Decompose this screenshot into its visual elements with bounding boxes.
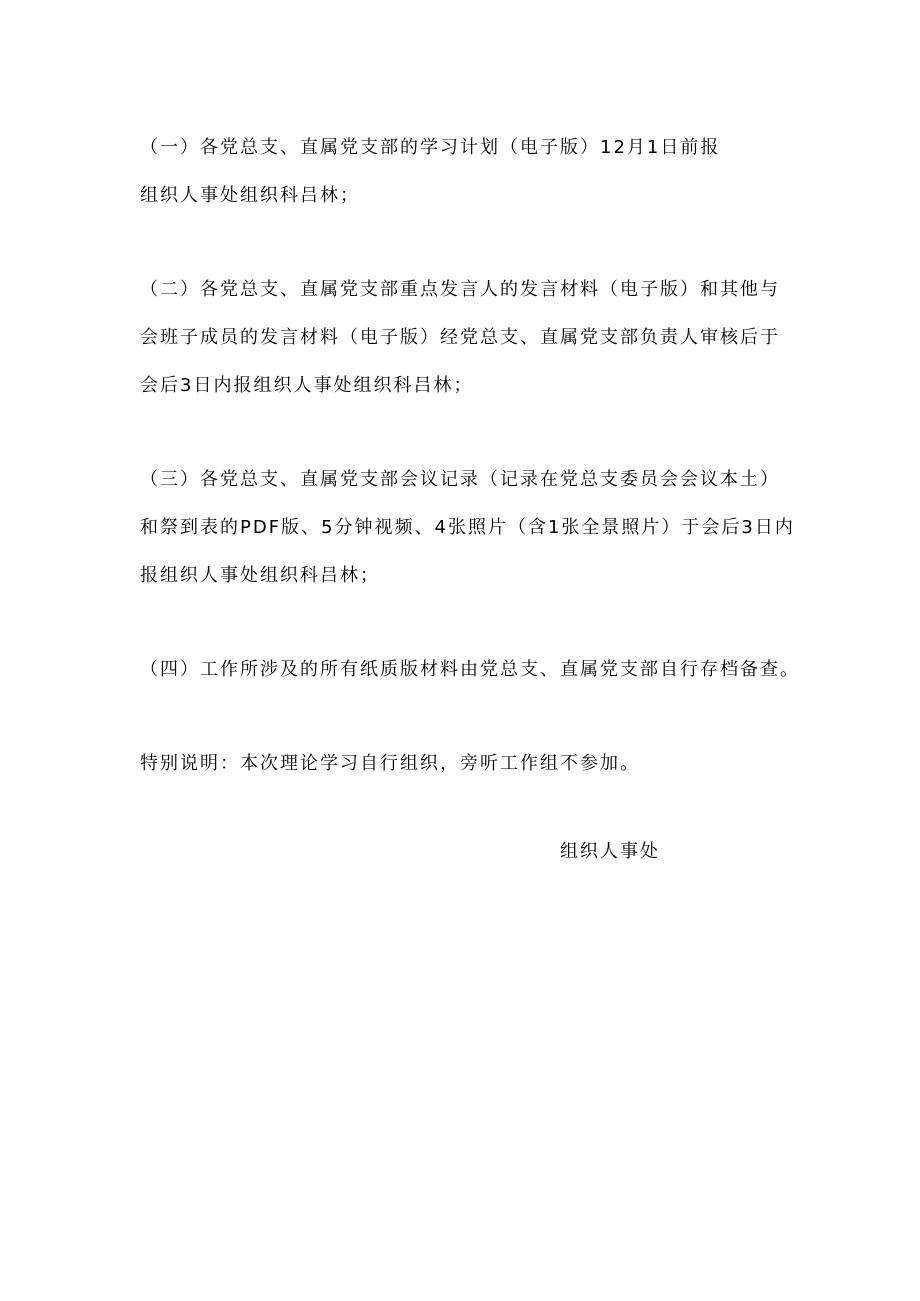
paragraph-line: （四）工作所涉及的所有纸质版材料由党总支、直属党支部自行存档备查。 (140, 659, 800, 680)
signature-department: 组织人事处 (560, 841, 660, 862)
paragraph-speech-materials (140, 266, 800, 410)
paragraph-line: 会班子成员的发言材料（电子版）经党总支、直属党支部负责人审核后于 (140, 327, 780, 348)
paragraph-line: 和祭到表的PDF版、5分钟视频、4张照片（含1张全景照片）于会后3日内 (140, 517, 795, 538)
paragraph-line: （二）各党总支、直属党支部重点发言人的发言材料（电子版）和其他与 (140, 279, 780, 300)
paragraph-special-note (140, 740, 800, 788)
paragraph-line: （一）各党总支、直属党支部的学习计划（电子版）12月1日前报 (140, 137, 721, 158)
paragraph-paper-archive (140, 646, 800, 694)
paragraph-meeting-records (140, 456, 800, 600)
paragraph-line: 会后3日内报组织人事处组织科吕林； (140, 375, 474, 396)
paragraph-line: 报组织人事处组织科吕林； (140, 565, 380, 586)
paragraph-submission-plan (140, 124, 800, 220)
paragraph-line: （三）各党总支、直属党支部会议记录（记录在党总支委员会会议本土） (140, 469, 780, 490)
paragraph-line: 组织人事处组织科吕林； (140, 185, 360, 206)
document-body (140, 124, 800, 788)
paragraph-line: 特别说明：本次理论学习自行组织，旁听工作组不参加。 (140, 753, 640, 774)
